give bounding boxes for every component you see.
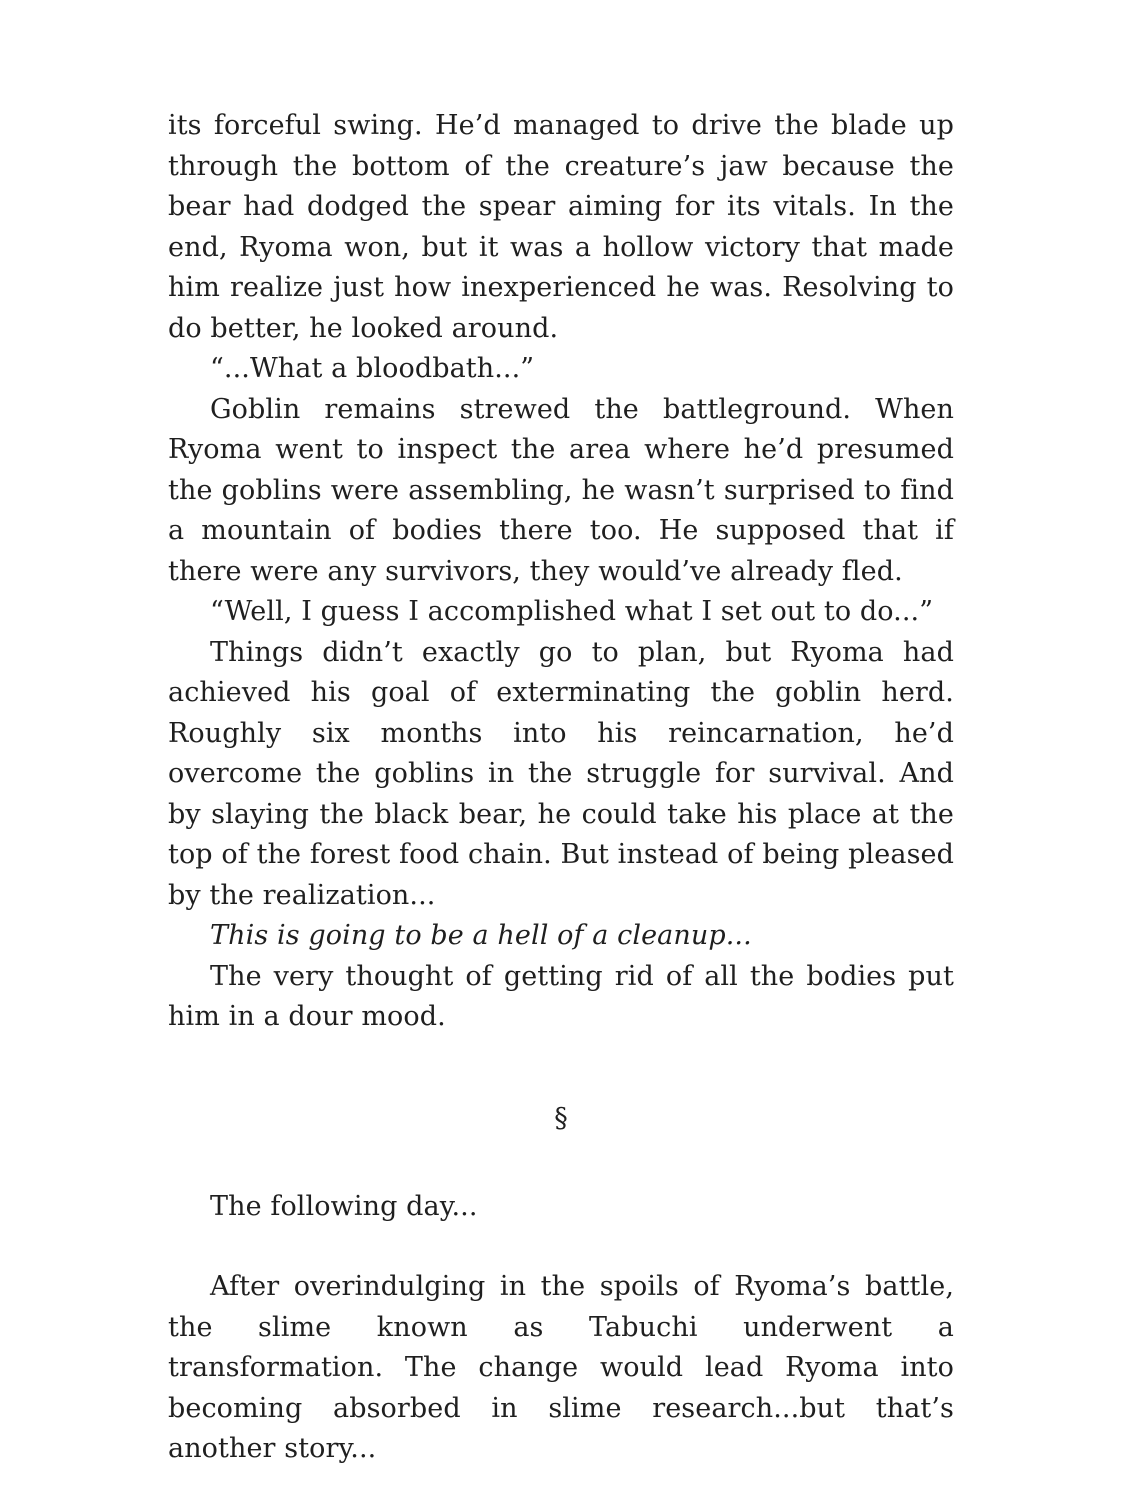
paragraph-transformation: After overindulging in the spoils of Ryoma’s battle, the slime known as Tabuchi underwent a transformation. The change would lead Ryoma into becoming absorbed in slime research...but that’s another story...	[168, 1271, 954, 1464]
paragraph-dour-mood: The very thought of getting rid of all the bodies put him in a dour mood.	[168, 960, 954, 1032]
paragraph-goblin-remains: Goblin remains strewed the battleground. When Ryoma went to inspect the area where he’d presumed the goblins were assembling, he wasn’t surprised to find a mountain of bodies there too. He supposed that if there were any survivors, they would’ve already fled.	[168, 393, 954, 587]
spacer	[168, 1227, 954, 1267]
thought-cleanup: This is going to be a hell of a cleanup...	[210, 920, 752, 951]
section-break-mark: §	[554, 1102, 568, 1134]
paragraph-following-day: The following day...	[210, 1190, 478, 1222]
dialogue-bloodbath: “...What a bloodbath...”	[210, 353, 535, 384]
page-text	[168, 106, 954, 1470]
spacer	[168, 1159, 954, 1187]
dialogue-accomplished: “Well, I guess I accomplished what I set out to do...”	[210, 596, 934, 627]
paragraph-battle-end: its forceful swing. He’d managed to drive the blade up through the bottom of the creature’s jaw because the bear had dodged the spear aiming for its vitals. In the end, Ryoma won, but it was a hollow victory that made him realize just how inexperienced he was. Resolving to do better, he looked around.	[168, 110, 954, 344]
paragraph-goal-achieved: Things didn’t exactly go to plan, but Ryoma had achieved his goal of exterminating the goblin herd. Roughly six months into his reincarnation, he’d overcome the goblins in the struggle for survival. And by slaying the black bear, he could take his place at the top of the forest food chain. But instead of being pleased by the realization...	[168, 636, 954, 911]
